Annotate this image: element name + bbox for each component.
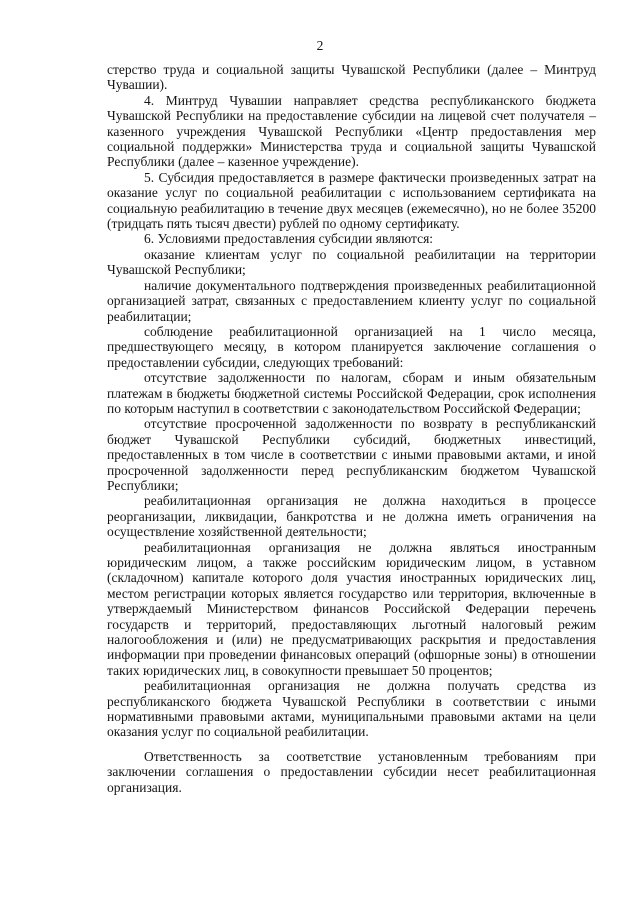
paragraph-requirement-no-tax-debt: отсутствие задолженности по налогам, сборам и иным обязательным платежам в бюджеты бюджетной системы Российской Федерации, срок исполнения по которым наступил в соответствии с законодательством Российской Федерации; bbox=[107, 370, 596, 416]
document-body bbox=[107, 62, 596, 795]
paragraph-item-5: 5. Субсидия предоставляется в размере фактически произведенных затрат на оказание услуг по социальной реабилитации с использованием сертификата на социальную реабилитацию в течение двух месяцев (ежемесячно), но не более 35200 (тридцать пять тысяч двести) рублей по одному сертификату. bbox=[107, 169, 596, 232]
paragraph-item-4: 4. Минтруд Чувашии направляет средства республиканского бюджета Чувашской Республики на предоставление субсидии на лицевой счет получателя – казенного учреждения Чувашской Республики «Центр предоставления мер социальной поддержки» Министерства труда и социальной защиты Чувашской Республики (далее – казенное учреждение). bbox=[107, 92, 596, 170]
paragraph-item-6: 6. Условиями предоставления субсидии являются: bbox=[144, 231, 434, 247]
paragraph-ministry-continuation: стерство труда и социальной защиты Чувашской Республики (далее – Минтруд Чувашии). bbox=[107, 62, 596, 93]
paragraph-condition-documents: наличие документального подтверждения произведенных реабилитационной организацией затрат, связанных с предоставлением клиенту услуг по социальной реабилитации; bbox=[107, 277, 596, 324]
paragraph-requirement-no-reorganization: реабилитационная организация не должна находиться в процессе реорганизации, ликвидации, банкротства и не должна иметь ограничения на осуществление хозяйственной деятельности; bbox=[107, 493, 596, 540]
paragraph-condition-requirements: соблюдение реабилитационной организацией на 1 число месяца, предшествующего месяцу, в котором планируется заключение соглашения о предоставлении субсидии, следующих требований: bbox=[107, 323, 596, 370]
page-number: 2 bbox=[316, 38, 324, 53]
paragraph-responsibility: Ответственность за соответствие установленным требованиям при заключении соглашения о предоставлении субсидии несет реабилитационная организация. bbox=[107, 748, 596, 795]
paragraph-requirement-no-other-funds: реабилитационная организация не должна получать средства из республиканского бюджета Чувашской Республики в соответствии с иными нормативными правовыми актами, муниципальными правовыми актами на цели оказания услуг по социальной реабилитации. bbox=[107, 678, 596, 740]
paragraph-requirement-not-foreign: реабилитационная организация не должна являться иностранным юридическим лицом, а также российским юридическим лицом, в уставном (складочном) капитале которого доля участия иностранных юридических лиц, местом регистрации которых является государство или территория, включенные в утверждаемый Министерством финансов Российской Федерации перечень государств и территорий, предоставляющих льготный налоговый режим налогообложения и (или) не предусматривающих раскрытия и предоставления информации при проведении финансовых операций (офшорные зоны) в отношении таких юридических лиц, в совокупности превышает 50 процентов; bbox=[107, 539, 596, 678]
paragraph-requirement-no-overdue-debt: отсутствие просроченной задолженности по возврату в республиканский бюджет Чувашской Республики субсидий, бюджетных инвестиций, предоставленных в том числе в соответствии с иными правовыми актами, и иной просроченной задолженности перед республиканским бюджетом Чувашской Республики; bbox=[107, 416, 596, 493]
paragraph-condition-services: оказание клиентам услуг по социальной реабилитации на территории Чувашской Республики; bbox=[107, 246, 596, 278]
